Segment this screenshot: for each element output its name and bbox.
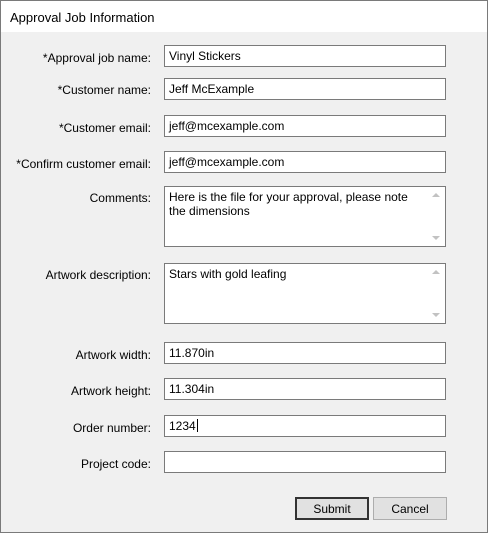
chevron-down-icon[interactable]: [432, 313, 440, 317]
comments-text: Here is the file for your approval, please note the dimensions: [169, 190, 408, 218]
customer-email-label: *Customer email:: [58, 121, 151, 135]
project-code-label: Project code:: [80, 457, 151, 471]
artwork-description-text: Stars with gold leafing: [169, 267, 287, 281]
comments-textarea[interactable]: [164, 186, 446, 247]
artwork-width-label: Artwork width:: [75, 348, 151, 362]
confirm-email-label: *Confirm customer email:: [16, 157, 151, 171]
artwork-width-input[interactable]: 11.870in: [164, 342, 446, 364]
window-title: Approval Job Information: [10, 10, 155, 25]
title-bar[interactable]: [1, 1, 487, 32]
artwork-height-input[interactable]: 11.304in: [164, 378, 446, 400]
job-name-label: *Approval job name:: [42, 51, 151, 65]
customer-name-label: *Customer name:: [57, 83, 151, 97]
cancel-button[interactable]: Cancel: [373, 497, 447, 520]
chevron-up-icon[interactable]: [432, 193, 440, 197]
comments-label: Comments:: [89, 191, 151, 205]
chevron-up-icon[interactable]: [432, 270, 440, 274]
project-code-input[interactable]: [164, 451, 446, 473]
order-number-label: Order number:: [72, 421, 151, 435]
artwork-description-textarea[interactable]: [164, 263, 446, 324]
customer-email-input[interactable]: jeff@mcexample.com: [164, 115, 446, 137]
submit-button[interactable]: Submit: [295, 497, 369, 520]
artwork-height-label: Artwork height:: [70, 384, 151, 398]
job-name-input[interactable]: Vinyl Stickers: [164, 45, 446, 67]
confirm-email-input[interactable]: jeff@mcexample.com: [164, 151, 446, 173]
comments-scrollbar[interactable]: [428, 187, 445, 246]
order-number-input[interactable]: 1234: [164, 415, 446, 437]
artwork-description-scrollbar[interactable]: [428, 264, 445, 323]
customer-name-input[interactable]: Jeff McExample: [164, 78, 446, 100]
chevron-down-icon[interactable]: [432, 236, 440, 240]
artwork-description-label: Artwork description:: [45, 268, 151, 282]
